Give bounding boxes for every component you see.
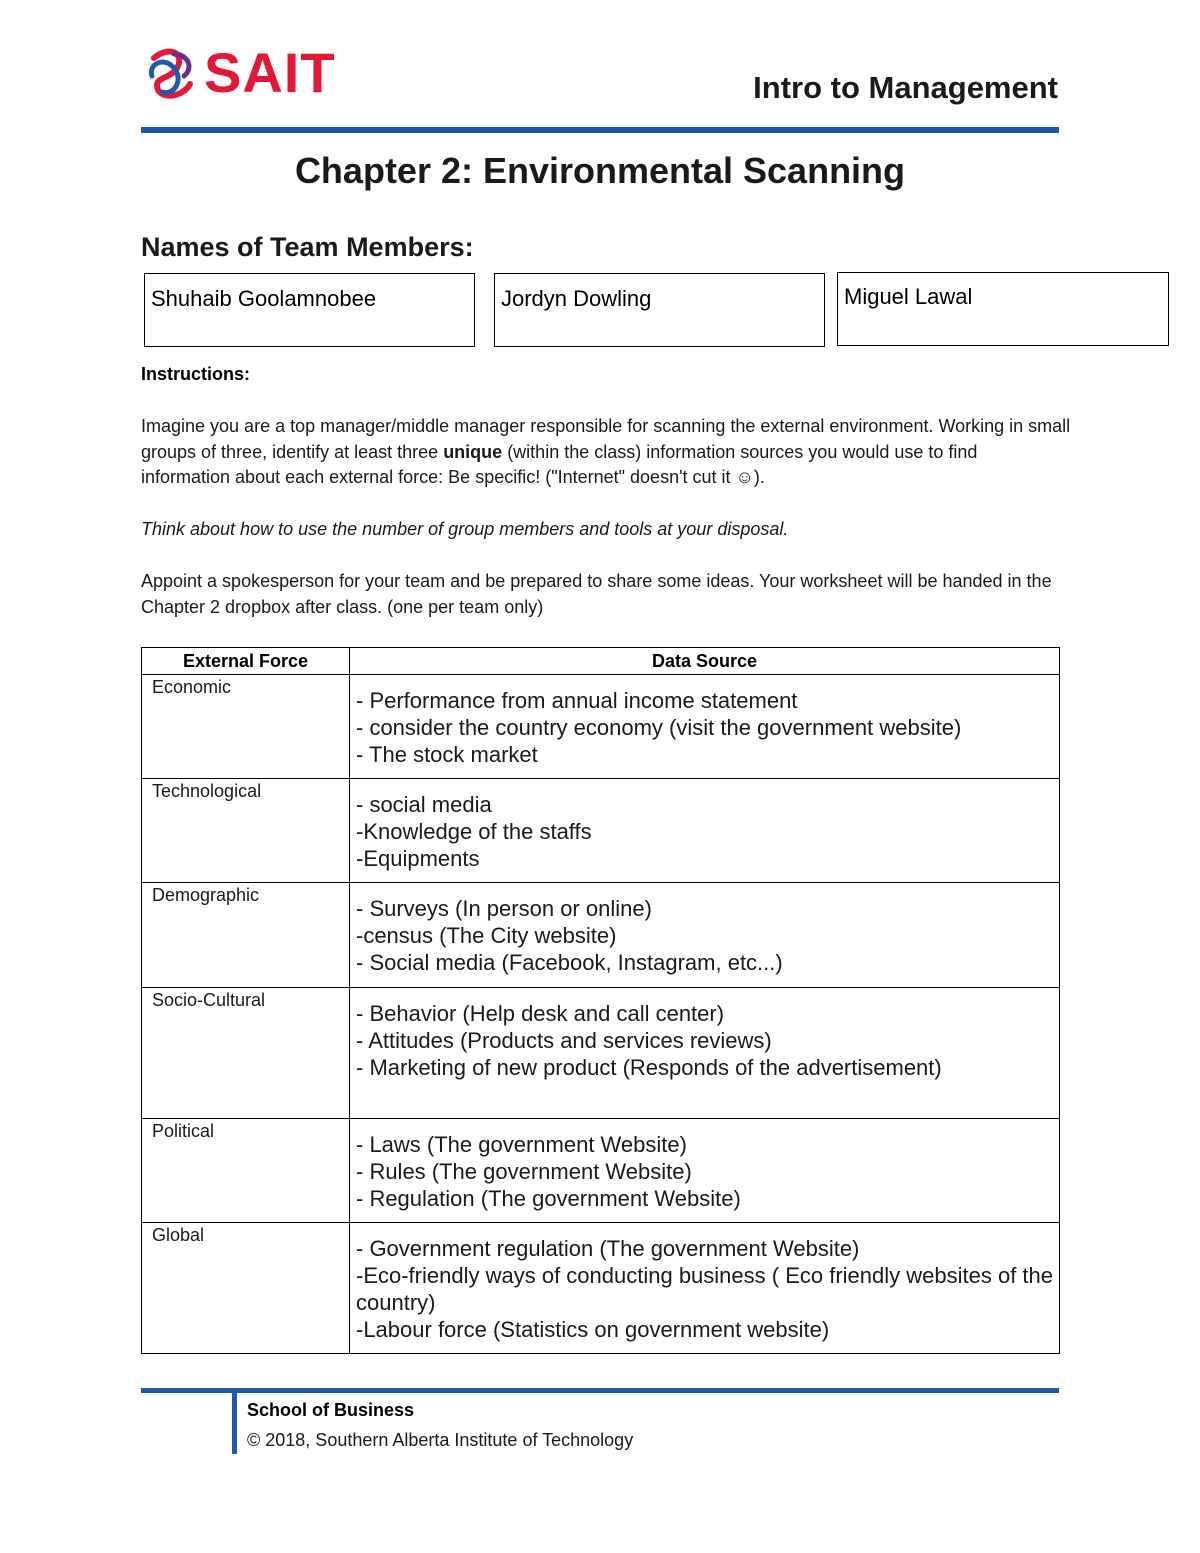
instructions-label: Instructions: — [141, 364, 251, 384]
source-cell[interactable] — [350, 675, 1060, 779]
source-line: - Laws (The government Website) — [356, 1132, 687, 1157]
table-row — [142, 1119, 1060, 1223]
source-line: -census (The City website) — [356, 923, 617, 948]
header-external-force: External Force — [142, 648, 350, 675]
source-line: - Rules (The government Website) — [356, 1159, 692, 1184]
instructions-unique: unique — [443, 441, 503, 462]
header-divider — [141, 127, 1059, 133]
source-line: - The stock market — [356, 742, 538, 767]
instructions-text-a: Imagine you are a top manager/middle manager responsible for scanning the external environment. Working in small groups of three, identify at least three — [141, 416, 1071, 462]
table-header-row — [142, 648, 1060, 675]
source-line: -Knowledge of the staffs — [356, 819, 592, 844]
header-data-source: Data Source — [350, 648, 1060, 675]
source-cell[interactable] — [350, 1119, 1060, 1223]
team-member-field-1[interactable]: Shuhaib Goolamnobee — [144, 273, 475, 347]
table-row — [142, 988, 1060, 1119]
source-line: - Social media (Facebook, Instagram, etc...) — [356, 950, 783, 975]
instructions-text-b: (within the class) information sources you would use to find information about each external force: Be specific! ("Internet" doesn't cut it ☺). — [141, 441, 978, 487]
footer-vertical-bar — [232, 1388, 237, 1454]
force-cell: Economic — [142, 675, 350, 779]
instructions-paragraph-2: Think about how to use the number of group members and tools at your disposal. — [141, 519, 789, 539]
source-line: - Regulation (The government Website) — [356, 1186, 741, 1211]
source-cell[interactable] — [350, 883, 1060, 988]
footer-school-name: School of Business — [247, 1400, 415, 1420]
external-forces-table — [141, 647, 1060, 1354]
force-cell: Political — [142, 1119, 350, 1223]
sait-logo-wordmark: SAIT — [204, 41, 336, 104]
sait-logo-icon — [144, 46, 198, 100]
source-cell[interactable] — [350, 1223, 1060, 1354]
table-row — [142, 883, 1060, 988]
table-row — [142, 779, 1060, 883]
force-cell: Technological — [142, 779, 350, 883]
source-line: - Behavior (Help desk and call center) — [356, 1001, 725, 1026]
team-members-heading: Names of Team Members: — [141, 232, 474, 262]
table-row — [142, 1223, 1060, 1354]
table-row — [142, 675, 1060, 779]
footer-copyright: © 2018, Southern Alberta Institute of Technology — [247, 1430, 634, 1450]
source-line: - social media — [356, 792, 492, 817]
footer-divider — [141, 1388, 1059, 1393]
source-line: - Attitudes (Products and services reviews) — [356, 1028, 772, 1053]
source-line: - Surveys (In person or online) — [356, 896, 652, 921]
instructions-paragraph-3: Appoint a spokesperson for your team and be prepared to share some ideas. Your worksheet will be handed in the Chapter 2 dropbox after class. (one per team only) — [141, 571, 1052, 617]
source-line: -Labour force (Statistics on government website) — [356, 1317, 830, 1342]
source-line: - consider the country economy (visit the government website) — [356, 715, 962, 740]
source-line: - Government regulation (The government Website) — [356, 1236, 860, 1261]
sait-logo — [144, 41, 336, 104]
source-line: -Eco-friendly ways of conducting business ( Eco friendly websites of the country) — [356, 1263, 1053, 1315]
page-title: Chapter 2: Environmental Scanning — [294, 150, 906, 191]
force-cell: Global — [142, 1223, 350, 1354]
force-cell: Demographic — [142, 883, 350, 988]
instructions-paragraph-1 — [141, 414, 1071, 491]
team-member-field-3[interactable]: Miguel Lawal — [837, 272, 1169, 346]
source-line: -Equipments — [356, 846, 480, 871]
source-line: - Marketing of new product (Responds of the advertisement) — [356, 1055, 942, 1080]
source-cell[interactable] — [350, 779, 1060, 883]
source-line: - Performance from annual income statement — [356, 688, 798, 713]
team-member-field-2[interactable]: Jordyn Dowling — [494, 273, 825, 347]
source-cell[interactable] — [350, 988, 1060, 1119]
force-cell: Socio-Cultural — [142, 988, 350, 1119]
course-title: Intro to Management — [753, 70, 1058, 105]
